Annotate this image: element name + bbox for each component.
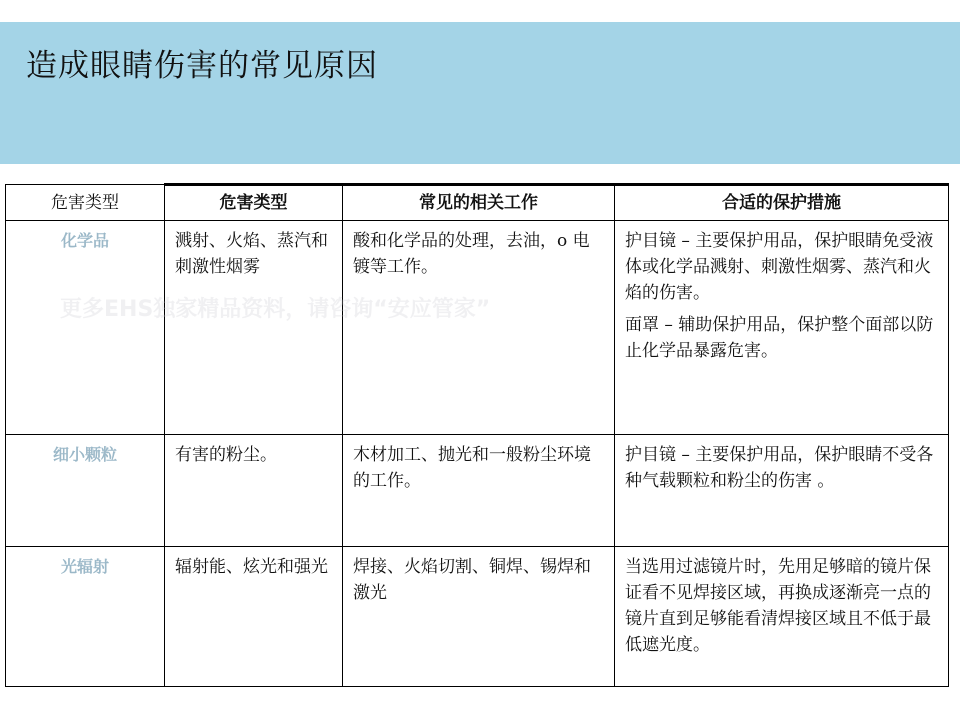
protection-measures (615, 547, 949, 687)
page-title: 造成眼睛伤害的常见原因 (26, 48, 378, 84)
related-work: 焊接、火焰切割、铜焊、锡焊和激光 (343, 547, 615, 687)
hazard-description: 辐射能、炫光和强光 (165, 547, 343, 687)
column-header-hazard-type-1: 危害类型 (6, 185, 165, 221)
hazard-description: 有害的粉尘。 (165, 435, 343, 547)
column-header-related-work: 常见的相关工作 (343, 185, 615, 221)
protection-paragraph: 面罩 – 辅助保护用品，保护整个面部以防止化学品暴露危害。 (625, 315, 934, 361)
column-header-protection: 合适的保护措施 (615, 185, 949, 221)
column-header-hazard-type-2: 危害类型 (165, 185, 343, 221)
hazard-description: 溅射、火焰、蒸汽和刺激性烟雾 (165, 221, 343, 435)
related-work: 酸和化学品的处理，去油，o 电镀等工作。 (343, 221, 615, 435)
hazard-category: 光辐射 (6, 547, 165, 687)
table-header-row (6, 185, 949, 221)
protection-measures (615, 435, 949, 547)
protection-paragraph: 护目镜 – 主要保护用品，保护眼睛免受液体或化学品溅射、刺激性烟雾、蒸汽和火焰的伤害。 (625, 231, 934, 303)
hazard-category: 化学品 (6, 221, 165, 435)
protection-paragraph: 护目镜 – 主要保护用品，保护眼睛不受各种气载颗粒和粉尘的伤害 。 (625, 445, 934, 491)
table-row (6, 221, 949, 435)
table-row (6, 435, 949, 547)
watermark-text: 更多EHS独家精品资料，请咨询“安应管家” (60, 297, 491, 322)
related-work: 木材加工、抛光和一般粉尘环境的工作。 (343, 435, 615, 547)
table-row (6, 547, 949, 687)
hazard-category: 细小颗粒 (6, 435, 165, 547)
protection-measures (615, 221, 949, 435)
protection-paragraph: 当选用过滤镜片时，先用足够暗的镜片保证看不见焊接区域，再换成逐渐亮一点的镜片直到足够能看清焊接区域且不低于最低遮光度。 (625, 557, 931, 655)
hazard-table (5, 183, 949, 687)
